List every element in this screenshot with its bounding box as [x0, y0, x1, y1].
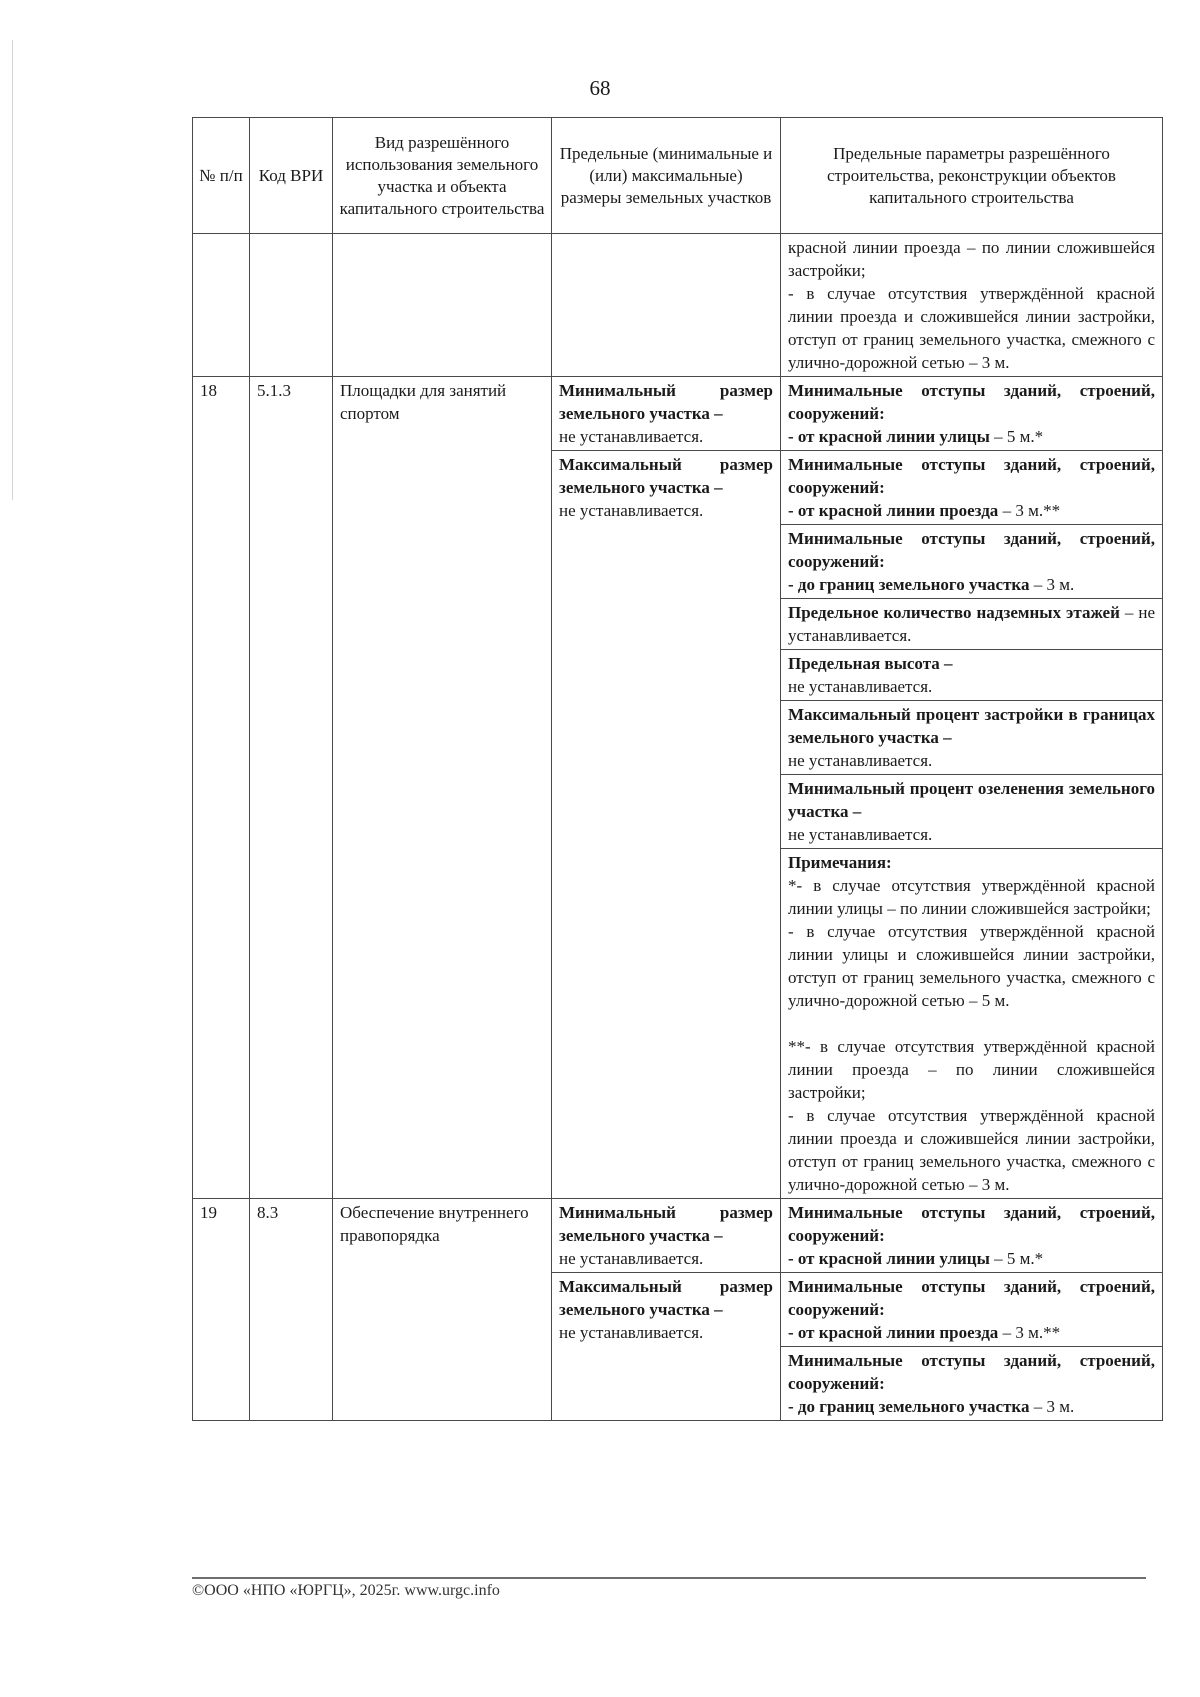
- size-min-value: не устанавливается.: [559, 1249, 704, 1268]
- param-tail: – 3 м.: [1029, 1397, 1075, 1416]
- footer-divider: [192, 1577, 1146, 1579]
- param-label: Минимальные отступы зданий, строений, сооружений:: [788, 1277, 1155, 1319]
- row-use: Обеспечение внутреннего правопорядка: [333, 1199, 552, 1421]
- param-label: Минимальный процент озеленения земельного участка –: [788, 779, 1155, 821]
- header-sizes: Предельные (минимальные и (или) максимальные) размеры земельных участков: [552, 118, 781, 234]
- param-cell: [781, 451, 1163, 525]
- row-use: Площадки для занятий спортом: [333, 377, 552, 1199]
- row-code: 8.3: [250, 1199, 333, 1421]
- param-sub: - до границ земельного участка: [788, 1397, 1030, 1416]
- param-label: Предельная высота –: [788, 654, 953, 673]
- param-sub: - от красной линии улицы: [788, 1249, 990, 1268]
- param-label: Минимальные отступы зданий, строений, сооружений:: [788, 529, 1155, 571]
- param-label: Минимальные отступы зданий, строений, сооружений:: [788, 1351, 1155, 1393]
- scan-margin-line: [12, 40, 13, 500]
- page-number: 68: [589, 76, 611, 100]
- param-value: не устанавливается.: [788, 677, 933, 696]
- size-min: [552, 1199, 781, 1273]
- param-value: не устанавливается.: [788, 825, 933, 844]
- param-label: Минимальные отступы зданий, строений, сооружений:: [788, 455, 1155, 497]
- header-use: Вид разрешённого использования земельного участка и объекта капитального строительства: [333, 118, 552, 234]
- notes-title: Примечания:: [788, 853, 892, 872]
- size-min-value: не устанавливается.: [559, 427, 704, 446]
- size-min-label: Минимальный размер земельного участка –: [559, 381, 773, 423]
- table-header-row: [193, 118, 1163, 234]
- table-row: [193, 234, 1163, 377]
- header-params: Предельные параметры разрешённого строительства, реконструкции объектов капитального строительства: [781, 118, 1163, 234]
- param-cell: [781, 1199, 1163, 1273]
- param-cell: [781, 1273, 1163, 1347]
- param-label: Минимальные отступы зданий, строений, сооружений:: [788, 1203, 1155, 1245]
- size-max-label: Максимальный размер земельного участка –: [559, 1277, 773, 1319]
- note-passage-1: **- в случае отсутствия утверждённой красной линии проезда – по линии сложившейся застройки;: [788, 1037, 1155, 1102]
- param-cell: [781, 1347, 1163, 1421]
- param-tail: – 3 м.**: [998, 1323, 1061, 1342]
- param-tail: – 5 м.*: [989, 1249, 1044, 1268]
- notes-cell: [781, 849, 1163, 1199]
- table-row: [193, 1199, 1163, 1273]
- param-cell: [781, 377, 1163, 451]
- size-max-label: Максимальный размер земельного участка –: [559, 455, 773, 497]
- param-cell: [781, 525, 1163, 599]
- cell-empty: [333, 234, 552, 377]
- param-value: не устанавливается.: [788, 751, 933, 770]
- footer-copyright: ©ООО «НПО «ЮРГЦ», 2025г. www.urgc.info: [192, 1582, 500, 1599]
- param-cell: [781, 650, 1163, 701]
- header-num: № п/п: [193, 118, 250, 234]
- header-code: Код ВРИ: [250, 118, 333, 234]
- note-passage-2: - в случае отсутствия утверждённой красной линии проезда и сложившейся линии застройки, отступ от границ земельного участка, смежного с улично-дорожной сетью – 3 м.: [788, 1106, 1155, 1194]
- row-code: 5.1.3: [250, 377, 333, 1199]
- param-sub: - от красной линии улицы: [788, 427, 990, 446]
- cell-empty: [552, 234, 781, 377]
- param-label: Минимальные отступы зданий, строений, сооружений:: [788, 381, 1155, 423]
- size-max-value: не устанавливается.: [559, 501, 704, 520]
- param-sub: - до границ земельного участка: [788, 575, 1030, 594]
- param-sub: - от красной линии проезда: [788, 501, 999, 520]
- size-min: [552, 377, 781, 451]
- param-tail: – 3 м.**: [998, 501, 1061, 520]
- cell-empty: [193, 234, 250, 377]
- param-cell: [781, 599, 1163, 650]
- param-tail: – 5 м.*: [989, 427, 1044, 446]
- continuation-text: [781, 234, 1163, 377]
- size-max: [552, 451, 781, 1199]
- param-tail: – 3 м.: [1029, 575, 1075, 594]
- continuation-line: - в случае отсутствия утверждённой красной линии проезда и сложившейся линии застройки, отступ от границ земельного участка, смежного с улично-дорожной сетью – 3 м.: [788, 284, 1155, 372]
- table-row: [193, 377, 1163, 451]
- param-cell: [781, 775, 1163, 849]
- param-sub: - от красной линии проезда: [788, 1323, 999, 1342]
- note-street-1: *- в случае отсутствия утверждённой красной линии улицы – по линии сложившейся застройки;: [788, 876, 1155, 918]
- note-spacer: [788, 1012, 1155, 1035]
- size-max-value: не устанавливается.: [559, 1323, 704, 1342]
- regulations-table: [192, 117, 1163, 1421]
- size-max: [552, 1273, 781, 1421]
- param-label: Максимальный процент застройки в границах земельного участка –: [788, 705, 1155, 747]
- continuation-line: красной линии проезда – по линии сложившейся застройки;: [788, 238, 1155, 280]
- size-min-label: Минимальный размер земельного участка –: [559, 1203, 773, 1245]
- row-num: 19: [193, 1199, 250, 1421]
- param-cell: [781, 701, 1163, 775]
- note-street-2: - в случае отсутствия утверждённой красной линии улицы и сложившейся линии застройки, отступ от границ земельного участка, смежного с улично-дорожной сетью – 5 м.: [788, 922, 1155, 1010]
- param-label: Предельное количество надземных этажей: [788, 603, 1120, 622]
- row-num: 18: [193, 377, 250, 1199]
- cell-empty: [250, 234, 333, 377]
- param-tail: – не устанавливается.: [788, 603, 1155, 645]
